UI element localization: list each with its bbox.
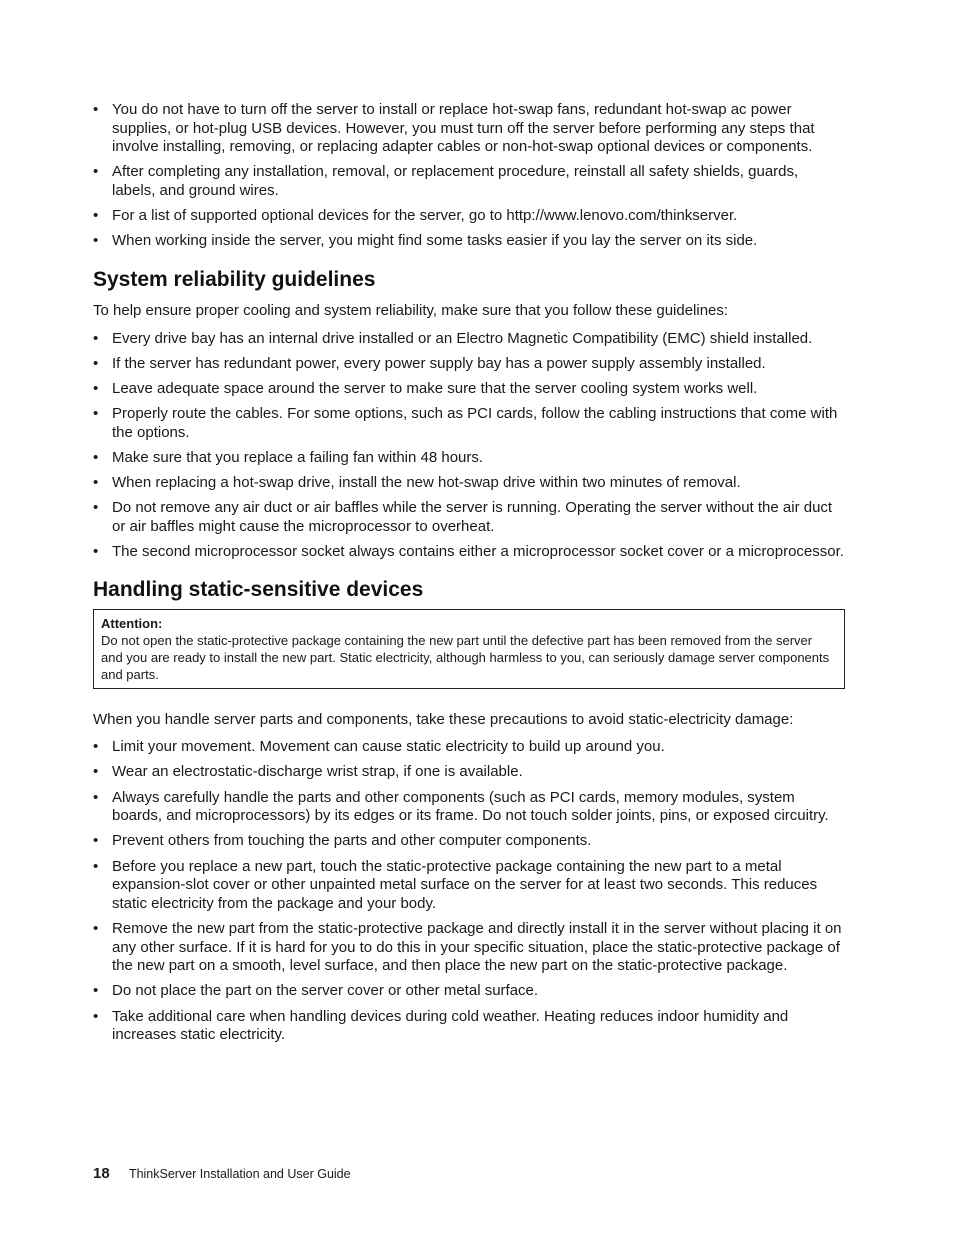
- section-heading-reliability: System reliability guidelines: [93, 267, 376, 291]
- list-item: • The second microprocessor socket always contains either a microprocessor socket cover or a microprocessor.: [93, 543, 845, 562]
- list-item: • You do not have to turn off the server to install or replace hot-swap fans, redundant hot-swap ac power supplies, or hot-plug USB devices. However, you must turn off the server before performing any steps that involve installing, removing, or replacing adapter cables or non-hot-swap optional devices or components.: [93, 101, 845, 157]
- list-item: • For a list of supported optional devices for the server, go to http://www.lenovo.com/thinkserver.: [93, 207, 845, 226]
- list-item: • Make sure that you replace a failing fan within 48 hours.: [93, 449, 845, 468]
- list-item: • Do not place the part on the server cover or other metal surface.: [93, 982, 845, 1001]
- list-item: • Always carefully handle the parts and other components (such as PCI cards, memory modules, system boards, and microprocessors) by its edges or its frame. Do not touch solder joints, pins, or exposed circuitry.: [93, 789, 845, 826]
- reliability-bullet-list: [93, 330, 845, 562]
- page-number: 18: [93, 1165, 110, 1182]
- list-item: • Do not remove any air duct or air baffles while the server is running. Operating the server without the air duct or air baffles might cause the microprocessor to overheat.: [93, 499, 845, 536]
- list-item: • Limit your movement. Movement can cause static electricity to build up around you.: [93, 738, 845, 757]
- page-content: [93, 101, 845, 1051]
- static-intro: When you handle server parts and components, take these precautions to avoid static-electricity damage:: [93, 710, 794, 728]
- list-item: • Leave adequate space around the server to make sure that the server cooling system works well.: [93, 380, 845, 399]
- list-item: • Wear an electrostatic-discharge wrist strap, if one is available.: [93, 763, 845, 782]
- attention-box: [93, 609, 845, 689]
- document-title: ThinkServer Installation and User Guide: [128, 1167, 351, 1181]
- attention-text: Do not open the static-protective package containing the new part until the defective part has been removed from the server and you are ready to install the new part. Static electricity, although harmless to you, can seriously damage server components and parts.: [101, 632, 830, 682]
- reliability-intro: To help ensure proper cooling and system reliability, make sure that you follow these guidelines:: [93, 301, 729, 319]
- list-item: • When replacing a hot-swap drive, install the new hot-swap drive within two minutes of removal.: [93, 474, 845, 493]
- list-item: • Properly route the cables. For some options, such as PCI cards, follow the cabling instructions that come with the options.: [93, 405, 845, 442]
- section-heading-static: Handling static-sensitive devices: [93, 577, 424, 601]
- page-footer: [93, 1165, 351, 1182]
- list-item: • Prevent others from touching the parts and other computer components.: [93, 832, 845, 851]
- list-item: • After completing any installation, removal, or replacement procedure, reinstall all safety shields, guards, labels, and ground wires.: [93, 163, 845, 200]
- intro-bullet-list: [93, 101, 845, 251]
- list-item: • Take additional care when handling devices during cold weather. Heating reduces indoor humidity and increases static electricity.: [93, 1008, 845, 1045]
- list-item: • Before you replace a new part, touch the static-protective package containing the new part to a metal expansion-slot cover or other unpainted metal surface on the server for at least two seconds. This reduces static electricity from the package and your body.: [93, 858, 845, 914]
- static-bullet-list: [93, 738, 845, 1044]
- list-item: • When working inside the server, you might find some tasks easier if you lay the server on its side.: [93, 232, 845, 251]
- list-item: • Remove the new part from the static-protective package and directly install it in the server without placing it on any other surface. If it is hard for you to do this in your specific situation, place the static-protective package of the new part on a smooth, level surface, and then place the new part on the static-protective package.: [93, 920, 845, 976]
- list-item: • If the server has redundant power, every power supply bay has a power supply assembly installed.: [93, 355, 845, 374]
- attention-title: Attention:: [101, 615, 163, 631]
- list-item: • Every drive bay has an internal drive installed or an Electro Magnetic Compatibility (EMC) shield installed.: [93, 330, 845, 349]
